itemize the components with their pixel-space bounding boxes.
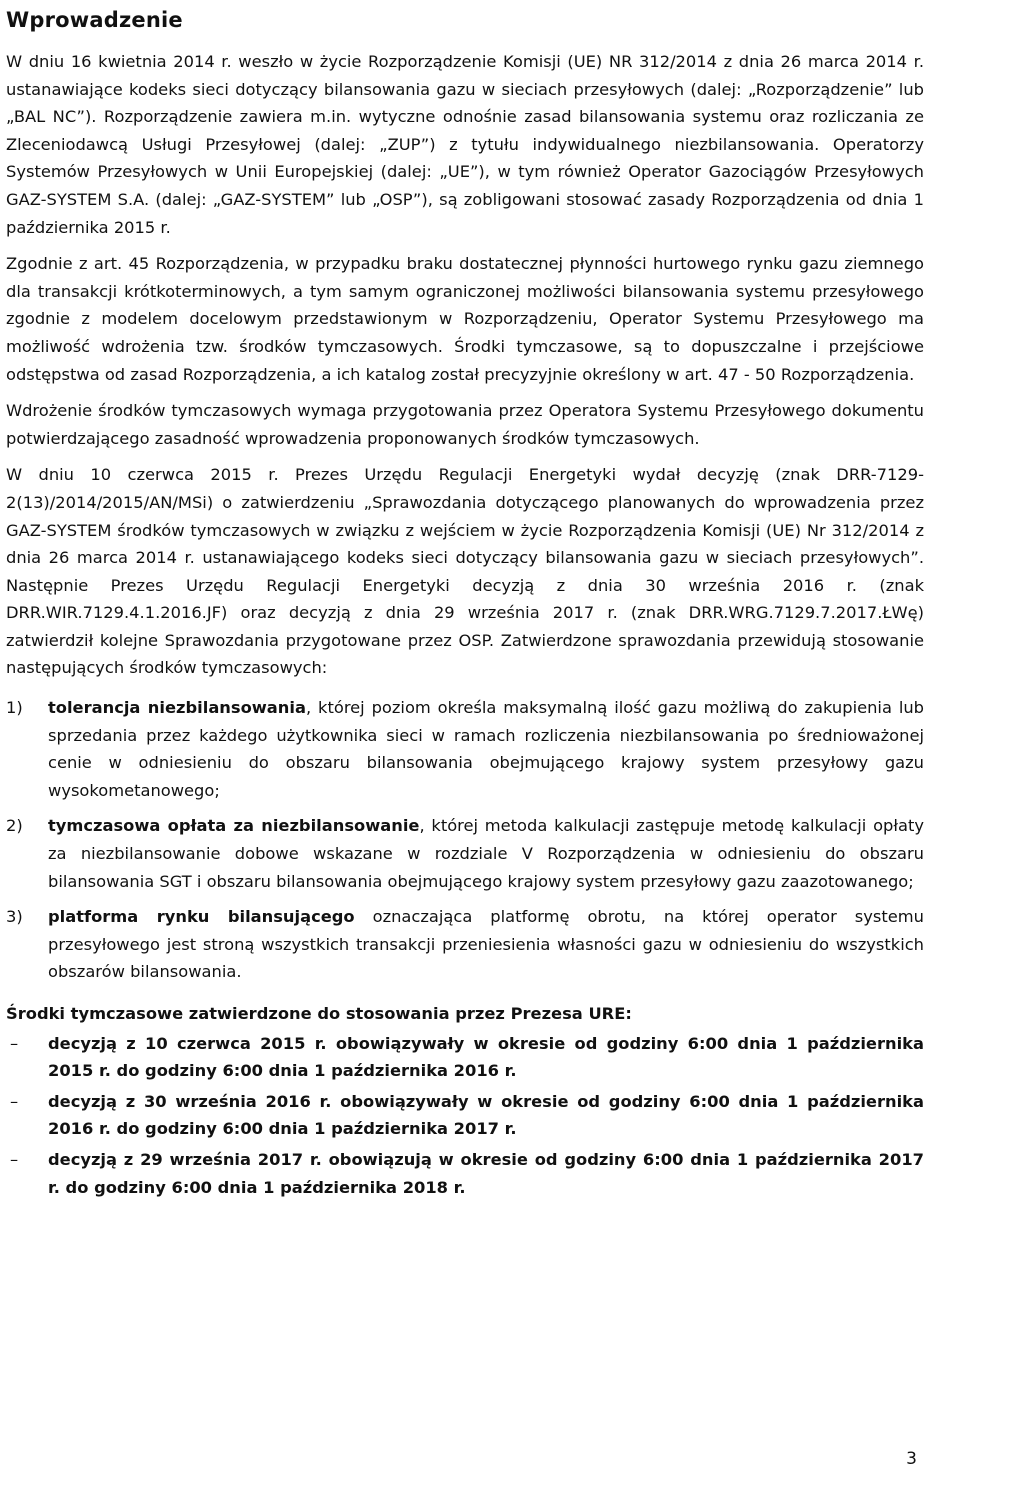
- interim-measures-list: [6, 694, 924, 986]
- list-item: [6, 1088, 924, 1143]
- list-item: [6, 1030, 924, 1085]
- dash-bullet: –: [10, 1033, 19, 1053]
- approved-decisions-list: [6, 1030, 924, 1202]
- dash-bullet: –: [10, 1091, 19, 1111]
- list-item-number: 3): [6, 907, 23, 927]
- paragraph-decision: W dniu 10 czerwca 2015 r. Prezes Urzędu Regulacji Energetyki wydał decyzję (znak DRR-7129-2(13)/2014/2015/AN/MSi) o zatwierdzeniu „Sprawozdania dotyczącego planowanych do wprowadzenia przez GAZ-SYSTEM środków tymczasowych w związku z wejściem w życie Rozporządzenia Komisji (UE) Nr 312/2014 z dnia 26 marca 2014 r. ustanawiającego kodeks sieci dotyczący bilansowania gazu w sieciach przesyłowych”. Następnie Prezes Urzędu Regulacji Energetyki decyzją z dnia 30 września 2016 r. (znak DRR.WIR.7129.4.1.2016.JF) oraz decyzją z dnia 29 września 2017 r. (znak DRR.WRG.7129.7.2017.ŁWę) zatwierdził kolejne Sprawozdania przygotowane przez OSP. Zatwierdzone sprawozdania przewidują stosowanie następujących środków tymczasowych:: [6, 465, 924, 678]
- list-item: [6, 1146, 924, 1201]
- list-item-text: decyzją z 29 września 2017 r. obowiązują w okresie od godziny 6:00 dnia 1 października 2017 r. do godziny 6:00 dnia 1 października 2018 r.: [48, 1149, 924, 1197]
- list-item: [6, 812, 924, 895]
- paragraph-implementation: Wdrożenie środków tymczasowych wymaga przygotowania przez Operatora Systemu Przesyłowego dokumentu potwierdzającego zasadność wprowadzenia proponowanych środków tymczasowych.: [6, 401, 924, 448]
- list-item-number: 2): [6, 816, 23, 836]
- page-title: Wprowadzenie: [6, 8, 183, 32]
- dash-bullet: –: [10, 1149, 19, 1169]
- list-item-term: tymczasowa opłata za niezbilansowanie: [48, 816, 420, 836]
- list-item-text: decyzją z 10 czerwca 2015 r. obowiązywały w okresie od godziny 6:00 dnia 1 października 2015 r. do godziny 6:00 dnia 1 października 2016 r.: [48, 1033, 924, 1081]
- list-item: [6, 694, 924, 804]
- list-item: [6, 903, 924, 986]
- list-item-text: oznaczająca platformę obrotu, na której operator systemu przesyłowego jest stroną wszystkich transakcji przeniesienia własności gazu w odniesieniu do wszystkich obszarów bilansowania.: [48, 907, 924, 982]
- page-number: 3: [906, 1449, 917, 1469]
- list-item-term: tolerancja niezbilansowania: [48, 698, 306, 718]
- paragraph-intro: W dniu 16 kwietnia 2014 r. weszło w życie Rozporządzenie Komisji (UE) NR 312/2014 z dnia 26 marca 2014 r. ustanawiające kodeks sieci dotyczący bilansowania gazu w sieciach przesyłowych (dalej: „Rozporządzenie” lub „BAL NC”). Rozporządzenie zawiera m.in. wytyczne odnośnie zasad bilansowania systemu oraz rozliczania ze Zleceniodawcą Usługi Przesyłowej (dalej: „ZUP”) z tytułu indywidualnego niezbilansowania. Operatorzy Systemów Przesyłowych w Unii Europejskiej (dalej: „UE”), w tym również Operator Gazociągów Przesyłowych GAZ-SYSTEM S.A. (dalej: „GAZ-SYSTEM” lub „OSP”), są zobligowani stosować zasady Rozporządzenia od dnia 1 października 2015 r.: [6, 52, 924, 237]
- list-item-text: , której poziom określa maksymalną ilość gazu możliwą do zakupienia lub sprzedania przez każdego użytkownika sieci w ramach rozliczenia niezbilansowania po średnioważonej cenie w odniesieniu do obszaru bilansowania obejmującego krajowy system przesyłowy gazu wysokometanowego;: [48, 698, 925, 800]
- list-item-text: , której metoda kalkulacji zastępuje metodę kalkulacji opłaty za niezbilansowanie dobowe wskazane w rozdziale V Rozporządzenia w odniesieniu do obszaru bilansowania SGT i obszaru bilansowania obejmującego krajowy system przesyłowy gazu zaazotowanego;: [48, 816, 925, 891]
- list-item-number: 1): [6, 698, 23, 718]
- approved-measures-heading: Środki tymczasowe zatwierdzone do stosowania przez Prezesa URE:: [6, 1004, 632, 1023]
- list-item-term: platforma rynku bilansującego: [48, 907, 355, 927]
- list-item-text: decyzją z 30 września 2016 r. obowiązywały w okresie od godziny 6:00 dnia 1 października 2016 r. do godziny 6:00 dnia 1 października 2017 r.: [48, 1091, 924, 1139]
- paragraph-art45: Zgodnie z art. 45 Rozporządzenia, w przypadku braku dostatecznej płynności hurtowego rynku gazu ziemnego dla transakcji krótkoterminowych, a tym samym ograniczonej możliwości bilansowania systemu przesyłowego zgodnie z modelem docelowym przedstawionym w Rozporządzeniu, Operator Systemu Przesyłowego ma możliwość wdrożenia tzw. środków tymczasowych. Środki tymczasowe, są to dopuszczalne i przejściowe odstępstwa od zasad Rozporządzenia, a ich katalog został precyzyjnie określony w art. 47 - 50 Rozporządzenia.: [6, 254, 924, 384]
